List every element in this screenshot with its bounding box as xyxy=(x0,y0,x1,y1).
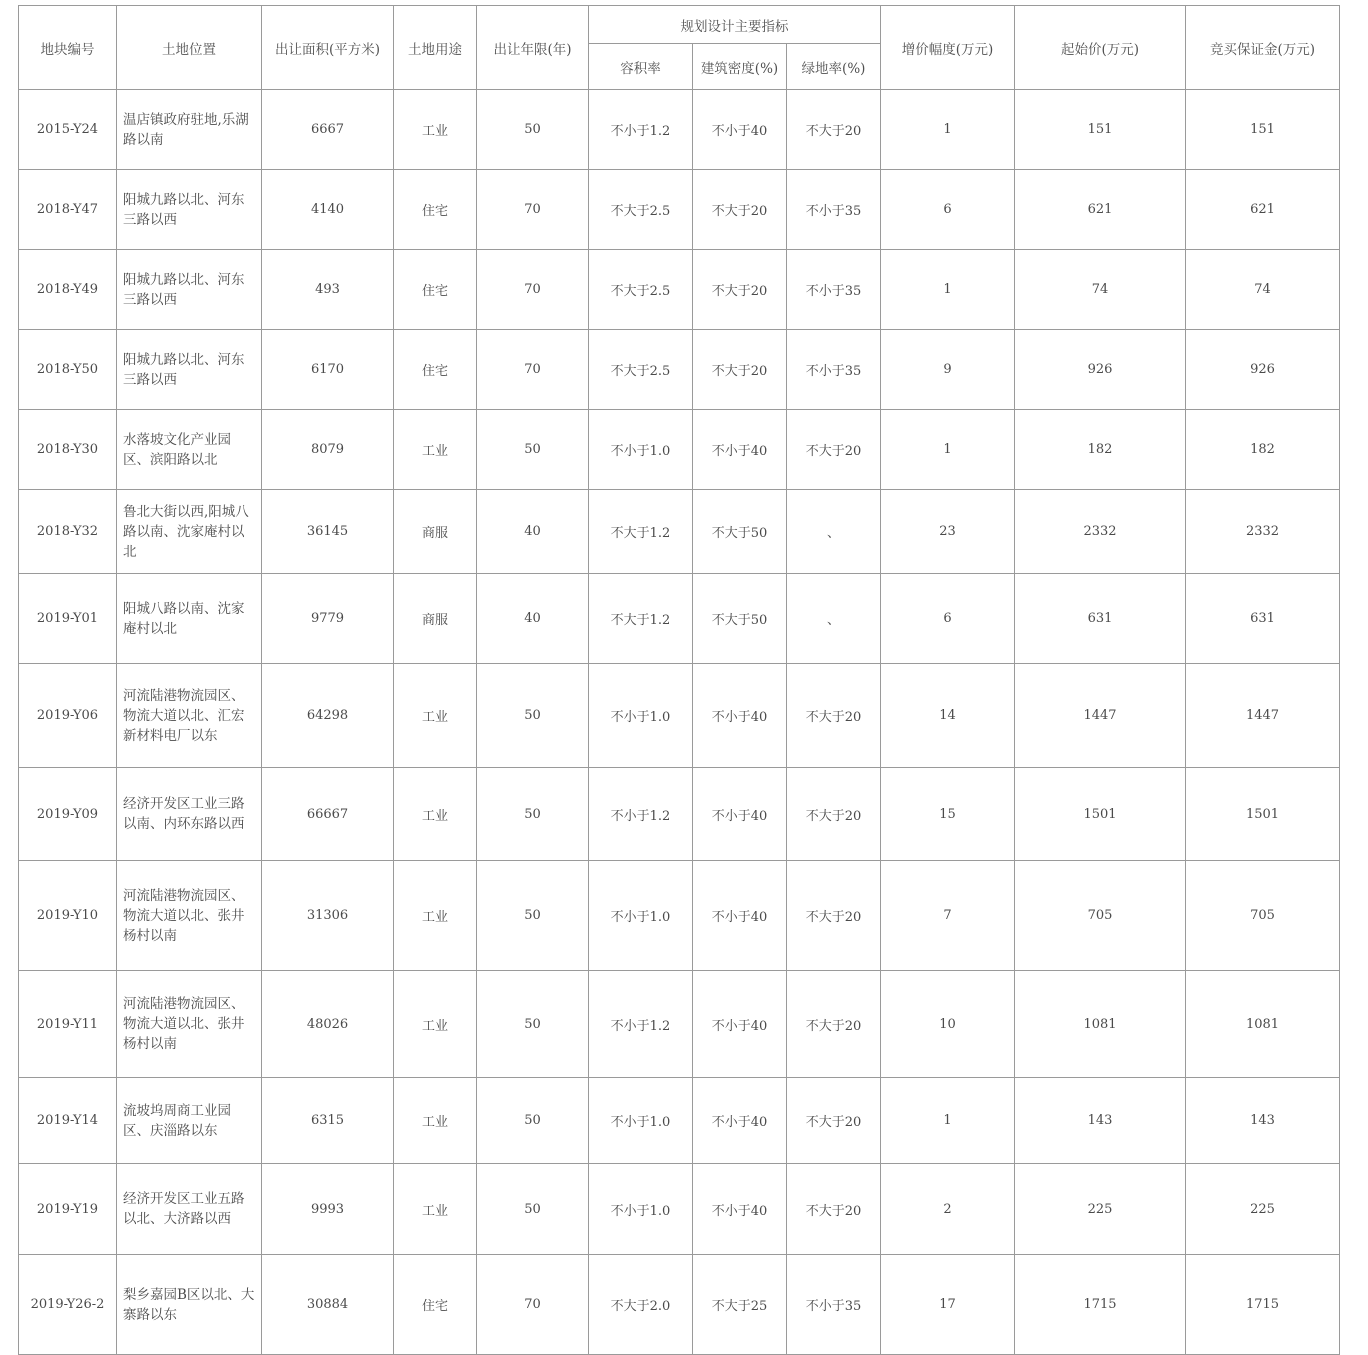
table-row xyxy=(19,170,1340,250)
cell-use: 住宅 xyxy=(394,1255,477,1355)
cell-use: 住宅 xyxy=(394,250,477,330)
cell-far: 不大于2.5 xyxy=(589,330,693,410)
cell-area: 493 xyxy=(262,250,394,330)
cell-start-price: 1501 xyxy=(1015,768,1186,861)
cell-area: 9993 xyxy=(262,1164,394,1255)
cell-location: 温店镇政府驻地,乐湖路以南 xyxy=(117,90,262,170)
cell-density: 不小于40 xyxy=(693,90,787,170)
cell-density: 不小于40 xyxy=(693,971,787,1078)
cell-deposit: 705 xyxy=(1186,861,1340,971)
cell-term: 50 xyxy=(477,861,589,971)
cell-use: 工业 xyxy=(394,90,477,170)
table-row xyxy=(19,1164,1340,1255)
cell-term: 40 xyxy=(477,574,589,664)
cell-term: 40 xyxy=(477,490,589,574)
cell-code: 2018-Y49 xyxy=(19,250,117,330)
cell-start-price: 182 xyxy=(1015,410,1186,490)
cell-green: 不大于20 xyxy=(787,1164,881,1255)
cell-green: 不大于20 xyxy=(787,1078,881,1164)
cell-density: 不小于40 xyxy=(693,664,787,768)
table-row xyxy=(19,664,1340,768)
cell-increment: 1 xyxy=(881,90,1015,170)
cell-start-price: 621 xyxy=(1015,170,1186,250)
table-row xyxy=(19,90,1340,170)
cell-term: 50 xyxy=(477,971,589,1078)
cell-green: 不大于20 xyxy=(787,971,881,1078)
cell-increment: 7 xyxy=(881,861,1015,971)
cell-term: 70 xyxy=(477,170,589,250)
cell-area: 9779 xyxy=(262,574,394,664)
header-term: 出让年限(年) xyxy=(477,6,589,90)
cell-start-price: 2332 xyxy=(1015,490,1186,574)
cell-far: 不大于2.5 xyxy=(589,170,693,250)
table-row xyxy=(19,410,1340,490)
cell-density: 不大于25 xyxy=(693,1255,787,1355)
cell-location: 河流陆港物流园区、物流大道以北、张井杨村以南 xyxy=(117,861,262,971)
cell-green: 不小于35 xyxy=(787,170,881,250)
cell-term: 50 xyxy=(477,90,589,170)
cell-density: 不小于40 xyxy=(693,1164,787,1255)
cell-location: 阳城九路以北、河东三路以西 xyxy=(117,170,262,250)
land-auction-table-sheet xyxy=(18,5,1340,1355)
cell-use: 商服 xyxy=(394,574,477,664)
cell-term: 70 xyxy=(477,1255,589,1355)
cell-code: 2015-Y24 xyxy=(19,90,117,170)
cell-green: 不大于20 xyxy=(787,90,881,170)
cell-far: 不小于1.2 xyxy=(589,90,693,170)
cell-deposit: 182 xyxy=(1186,410,1340,490)
cell-code: 2019-Y09 xyxy=(19,768,117,861)
cell-location: 阳城九路以北、河东三路以西 xyxy=(117,250,262,330)
cell-start-price: 151 xyxy=(1015,90,1186,170)
land-auction-table xyxy=(18,5,1340,1355)
cell-code: 2018-Y47 xyxy=(19,170,117,250)
cell-deposit: 1447 xyxy=(1186,664,1340,768)
cell-start-price: 926 xyxy=(1015,330,1186,410)
cell-deposit: 143 xyxy=(1186,1078,1340,1164)
cell-area: 66667 xyxy=(262,768,394,861)
cell-start-price: 1715 xyxy=(1015,1255,1186,1355)
header-density: 建筑密度(%) xyxy=(693,44,787,90)
cell-code: 2019-Y06 xyxy=(19,664,117,768)
cell-increment: 10 xyxy=(881,971,1015,1078)
cell-far: 不小于1.2 xyxy=(589,971,693,1078)
cell-area: 6170 xyxy=(262,330,394,410)
cell-deposit: 631 xyxy=(1186,574,1340,664)
table-row xyxy=(19,1255,1340,1355)
cell-far: 不大于2.5 xyxy=(589,250,693,330)
cell-deposit: 926 xyxy=(1186,330,1340,410)
cell-code: 2019-Y19 xyxy=(19,1164,117,1255)
table-row xyxy=(19,768,1340,861)
cell-green: 不大于20 xyxy=(787,664,881,768)
cell-start-price: 1081 xyxy=(1015,971,1186,1078)
cell-deposit: 2332 xyxy=(1186,490,1340,574)
cell-green: 不小于35 xyxy=(787,330,881,410)
cell-term: 50 xyxy=(477,410,589,490)
cell-density: 不大于20 xyxy=(693,330,787,410)
cell-green: 、 xyxy=(787,490,881,574)
cell-density: 不大于50 xyxy=(693,574,787,664)
cell-start-price: 143 xyxy=(1015,1078,1186,1164)
header-far: 容积率 xyxy=(589,44,693,90)
cell-density: 不小于40 xyxy=(693,1078,787,1164)
table-row xyxy=(19,250,1340,330)
cell-use: 工业 xyxy=(394,1078,477,1164)
table-body xyxy=(19,90,1340,1355)
cell-area: 31306 xyxy=(262,861,394,971)
cell-increment: 2 xyxy=(881,1164,1015,1255)
cell-far: 不小于1.0 xyxy=(589,410,693,490)
cell-location: 水落坡文化产业园区、滨阳路以北 xyxy=(117,410,262,490)
cell-increment: 6 xyxy=(881,574,1015,664)
cell-far: 不大于1.2 xyxy=(589,490,693,574)
cell-area: 36145 xyxy=(262,490,394,574)
cell-area: 8079 xyxy=(262,410,394,490)
cell-green: 不小于35 xyxy=(787,1255,881,1355)
cell-use: 商服 xyxy=(394,490,477,574)
cell-density: 不大于20 xyxy=(693,250,787,330)
cell-far: 不小于1.0 xyxy=(589,664,693,768)
cell-far: 不小于1.0 xyxy=(589,1164,693,1255)
cell-far: 不大于1.2 xyxy=(589,574,693,664)
table-row xyxy=(19,971,1340,1078)
cell-density: 不小于40 xyxy=(693,861,787,971)
cell-start-price: 74 xyxy=(1015,250,1186,330)
table-row xyxy=(19,490,1340,574)
cell-area: 4140 xyxy=(262,170,394,250)
cell-increment: 6 xyxy=(881,170,1015,250)
cell-deposit: 621 xyxy=(1186,170,1340,250)
cell-green: 不大于20 xyxy=(787,861,881,971)
cell-area: 48026 xyxy=(262,971,394,1078)
cell-location: 流坡坞周商工业园区、庆淄路以东 xyxy=(117,1078,262,1164)
cell-far: 不小于1.2 xyxy=(589,768,693,861)
cell-term: 50 xyxy=(477,768,589,861)
cell-code: 2019-Y26-2 xyxy=(19,1255,117,1355)
cell-use: 工业 xyxy=(394,1164,477,1255)
cell-start-price: 1447 xyxy=(1015,664,1186,768)
cell-density: 不大于20 xyxy=(693,170,787,250)
cell-term: 50 xyxy=(477,1078,589,1164)
table-row xyxy=(19,574,1340,664)
header-green: 绿地率(%) xyxy=(787,44,881,90)
cell-green: 、 xyxy=(787,574,881,664)
cell-term: 70 xyxy=(477,250,589,330)
cell-use: 工业 xyxy=(394,664,477,768)
cell-use: 工业 xyxy=(394,768,477,861)
table-header xyxy=(19,6,1340,90)
table-row xyxy=(19,1078,1340,1164)
header-code: 地块编号 xyxy=(19,6,117,90)
cell-deposit: 1081 xyxy=(1186,971,1340,1078)
cell-code: 2019-Y10 xyxy=(19,861,117,971)
cell-use: 住宅 xyxy=(394,330,477,410)
cell-area: 6667 xyxy=(262,90,394,170)
cell-code: 2018-Y50 xyxy=(19,330,117,410)
cell-location: 阳城八路以南、沈家庵村以北 xyxy=(117,574,262,664)
cell-green: 不大于20 xyxy=(787,768,881,861)
cell-code: 2019-Y11 xyxy=(19,971,117,1078)
cell-code: 2018-Y30 xyxy=(19,410,117,490)
cell-term: 50 xyxy=(477,1164,589,1255)
header-area: 出让面积(平方米) xyxy=(262,6,394,90)
cell-increment: 9 xyxy=(881,330,1015,410)
cell-increment: 1 xyxy=(881,250,1015,330)
table-row xyxy=(19,330,1340,410)
header-start-price: 起始价(万元) xyxy=(1015,6,1186,90)
cell-deposit: 74 xyxy=(1186,250,1340,330)
cell-use: 工业 xyxy=(394,861,477,971)
cell-location: 梨乡嘉园B区以北、大寨路以东 xyxy=(117,1255,262,1355)
cell-start-price: 225 xyxy=(1015,1164,1186,1255)
cell-increment: 23 xyxy=(881,490,1015,574)
cell-increment: 14 xyxy=(881,664,1015,768)
cell-far: 不大于2.0 xyxy=(589,1255,693,1355)
cell-density: 不小于40 xyxy=(693,410,787,490)
cell-far: 不小于1.0 xyxy=(589,861,693,971)
cell-use: 工业 xyxy=(394,410,477,490)
cell-green: 不大于20 xyxy=(787,410,881,490)
header-planning-group: 规划设计主要指标 xyxy=(589,6,881,44)
cell-use: 工业 xyxy=(394,971,477,1078)
cell-location: 经济开发区工业三路以南、内环东路以西 xyxy=(117,768,262,861)
cell-start-price: 705 xyxy=(1015,861,1186,971)
cell-start-price: 631 xyxy=(1015,574,1186,664)
cell-area: 30884 xyxy=(262,1255,394,1355)
cell-deposit: 151 xyxy=(1186,90,1340,170)
cell-code: 2019-Y01 xyxy=(19,574,117,664)
cell-green: 不小于35 xyxy=(787,250,881,330)
cell-increment: 1 xyxy=(881,1078,1015,1164)
cell-deposit: 225 xyxy=(1186,1164,1340,1255)
cell-term: 70 xyxy=(477,330,589,410)
cell-increment: 17 xyxy=(881,1255,1015,1355)
cell-location: 阳城九路以北、河东三路以西 xyxy=(117,330,262,410)
cell-increment: 1 xyxy=(881,410,1015,490)
header-deposit: 竞买保证金(万元) xyxy=(1186,6,1340,90)
cell-location: 鲁北大街以西,阳城八路以南、沈家庵村以北 xyxy=(117,490,262,574)
cell-use: 住宅 xyxy=(394,170,477,250)
cell-location: 经济开发区工业五路以北、大济路以西 xyxy=(117,1164,262,1255)
table-row xyxy=(19,861,1340,971)
cell-deposit: 1501 xyxy=(1186,768,1340,861)
header-use: 土地用途 xyxy=(394,6,477,90)
cell-far: 不小于1.0 xyxy=(589,1078,693,1164)
cell-increment: 15 xyxy=(881,768,1015,861)
cell-density: 不小于40 xyxy=(693,768,787,861)
cell-area: 64298 xyxy=(262,664,394,768)
cell-term: 50 xyxy=(477,664,589,768)
cell-code: 2019-Y14 xyxy=(19,1078,117,1164)
cell-location: 河流陆港物流园区、物流大道以北、汇宏新材料电厂以东 xyxy=(117,664,262,768)
header-location: 土地位置 xyxy=(117,6,262,90)
cell-area: 6315 xyxy=(262,1078,394,1164)
header-increment: 增价幅度(万元) xyxy=(881,6,1015,90)
cell-deposit: 1715 xyxy=(1186,1255,1340,1355)
cell-location: 河流陆港物流园区、物流大道以北、张井杨村以南 xyxy=(117,971,262,1078)
cell-code: 2018-Y32 xyxy=(19,490,117,574)
cell-density: 不大于50 xyxy=(693,490,787,574)
